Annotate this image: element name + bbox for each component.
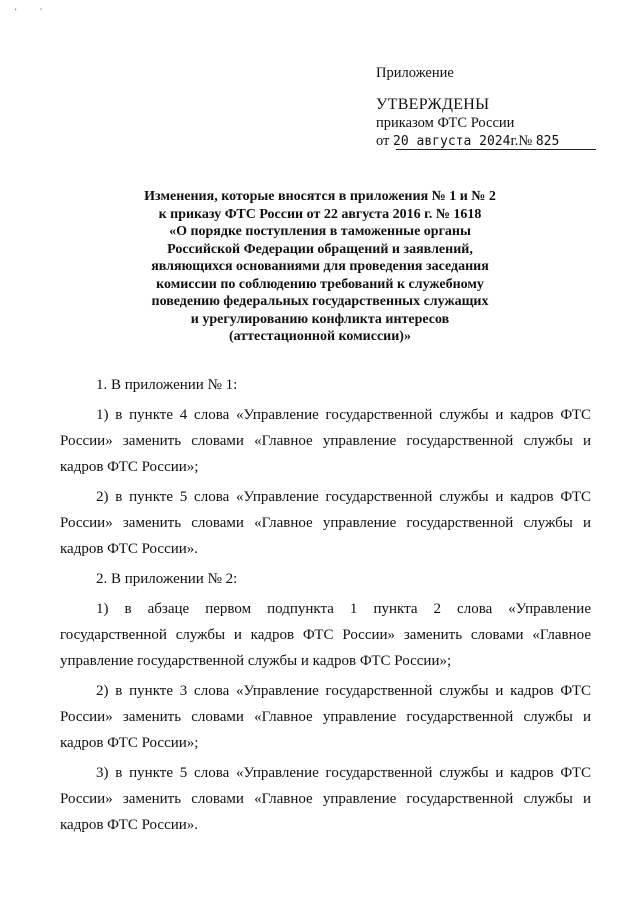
appendix-label: Приложение — [376, 65, 454, 81]
title-line: и урегулированию конфликта интересов — [190, 311, 450, 327]
number-value: 825 — [535, 134, 560, 149]
date-prefix: от — [376, 133, 390, 149]
title-line: Российской Федерации обращений и заявлений, — [167, 241, 473, 257]
title-line: к приказу ФТС России от 22 августа 2016 г. № 1618 — [158, 206, 482, 222]
section-2-heading: 2. В приложении № 2: — [96, 571, 238, 587]
section-1-item-2: 2) в пункте 5 слова «Управление государственной службы и кадров ФТС России» заменить словами «Главное управление государственной службы и кадров ФТС России». — [60, 489, 591, 557]
section-1-item-1: 1) в пункте 4 слова «Управление государственной службы и кадров ФТС России» заменить словами «Главное управление государственной службы и кадров ФТС России»; — [60, 407, 591, 475]
title-line: «О порядке поступления в таможенные органы — [169, 224, 471, 239]
section-2-item-3: 3) в пункте 5 слова «Управление государственной службы и кадров ФТС России» заменить словами «Главное управление государственной службы и кадров ФТС России». — [60, 765, 591, 833]
date-underline — [396, 149, 596, 150]
title-line: Изменения, которые вносятся в приложения № 1 и № 2 — [144, 189, 496, 204]
section-2-item-1: 1) в абзаце первом подпункта 1 пункта 2 слова «Управление государственной службы и кадров ФТС России» заменить словами «Главное управление государственной службы и кадров ФТС России»; — [60, 601, 591, 669]
title-line: являющихся основаниями для проведения заседания — [151, 259, 489, 274]
section-2-item-2: 2) в пункте 3 слова «Управление государственной службы и кадров ФТС России» заменить словами «Главное управление государственной службы и кадров ФТС России»; — [60, 683, 591, 751]
title-line: поведению федеральных государственных служащих — [151, 294, 489, 309]
scan-mark-left: ‘ — [14, 7, 18, 18]
g-suffix: г. — [510, 133, 519, 149]
date-value: 20 августа 2024 — [393, 134, 511, 149]
title-line: (аттестационной комиссии)» — [229, 329, 411, 344]
approved-label: УТВЕРЖДЕНЫ — [376, 96, 490, 113]
date-line — [376, 132, 559, 151]
scan-mark-center: ' — [40, 7, 42, 18]
approval-block — [376, 64, 559, 151]
number-prefix: № — [518, 133, 533, 149]
document-title — [100, 188, 540, 346]
title-line: комиссии по соблюдению требований к служебному — [156, 276, 484, 292]
document-body — [60, 372, 591, 842]
order-line: приказом ФТС России — [376, 115, 515, 131]
section-1-heading: 1. В приложении № 1: — [96, 377, 238, 393]
